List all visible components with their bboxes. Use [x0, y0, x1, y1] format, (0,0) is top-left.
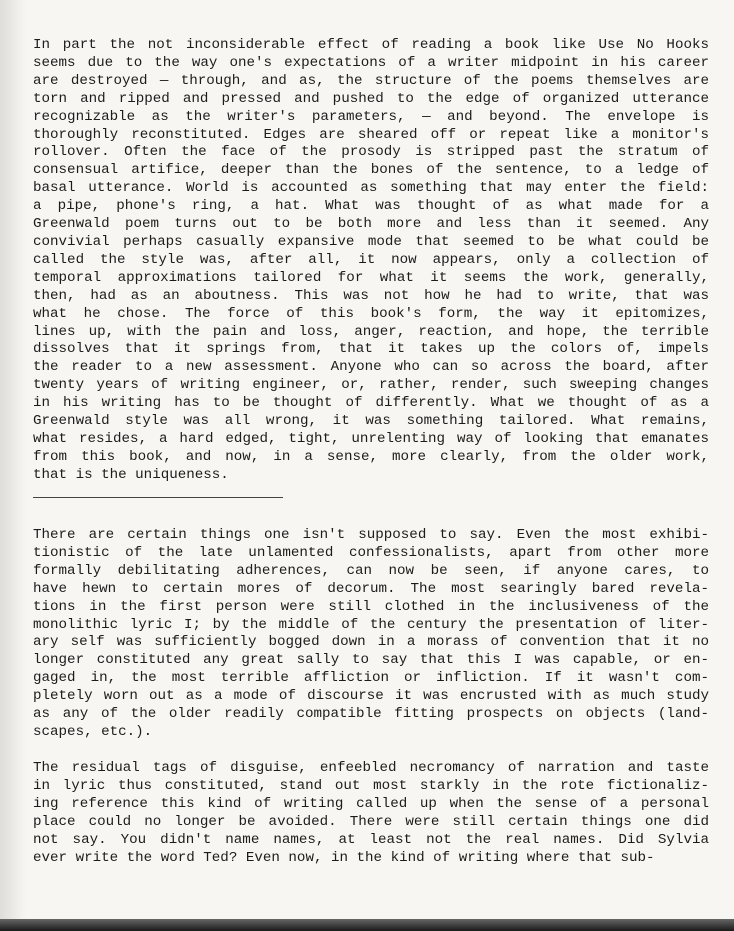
- text-line: rollover. Often the face of the prosody is stripped past the stratum of: [33, 144, 709, 161]
- paragraph-3: [33, 760, 709, 867]
- scan-bottom-edge: [0, 919, 734, 931]
- text-line: not say. You didn't name names, at least not the real names. Did Sylvia: [33, 831, 709, 848]
- text-line: consensual artifice, deeper than the bones of the sentence, to a ledge of: [33, 162, 709, 179]
- text-line: monolithic lyric I; by the middle of the century the presentation of liter-: [33, 616, 709, 633]
- text-line: then, had as an aboutness. This was not how he had to write, that was: [33, 287, 709, 304]
- text-line: In part the not inconsiderable effect of reading a book like Use No Hooks: [33, 37, 709, 53]
- text-line: ing reference this kind of writing called up when the sense of a personal: [33, 795, 709, 812]
- paragraph-2: [33, 527, 709, 742]
- text-line: torn and ripped and pressed and pushed to the edge of organized utterance: [33, 90, 709, 107]
- text-line: tionistic of the late unlamented confessionalists, apart from other more: [33, 544, 709, 561]
- text-line: what resides, a hard edged, tight, unrelenting way of looking that emanates: [33, 430, 709, 447]
- text-line: in his writing has to be thought of differently. What we thought of as a: [33, 395, 709, 412]
- text-line: seems due to the way one's expectations of a writer midpoint in his career: [33, 54, 709, 71]
- text-line: Greenwald style was all wrong, it was something tailored. What remains,: [33, 413, 709, 430]
- text-line: temporal approximations tailored for what it seems the work, generally,: [33, 269, 709, 286]
- text-line: gaged in, the most terrible affliction or infliction. If it wasn't com-: [33, 670, 709, 687]
- text-line: that is the uniqueness.: [33, 466, 229, 483]
- text-line: lines up, with the pain and loss, anger, reaction, and hope, the terrible: [33, 323, 709, 340]
- text-line: called the style was, after all, it now appears, only a collection of: [33, 251, 709, 268]
- text-line: in lyric thus constituted, stand out most starkly in the rote fictionaliz-: [33, 777, 709, 794]
- text-line: There are certain things one isn't supposed to say. Even the most exhibi-: [33, 527, 709, 543]
- text-line: place could no longer be avoided. There were still certain things one did: [33, 813, 709, 830]
- text-line: The residual tags of disguise, enfeebled necromancy of narration and taste: [33, 760, 709, 776]
- text-line: what he chose. The force of this book's form, the way it epitomizes,: [33, 305, 709, 322]
- text-line: scapes, etc.).: [33, 723, 153, 740]
- paragraph-1: [33, 37, 709, 485]
- text-line: convivial perhaps casually expansive mode that seemed to be what could be: [33, 233, 709, 250]
- text-line: longer constituted any great sally to say that this I was capable, or en-: [33, 652, 709, 669]
- text-line: as any of the older readily compatible fitting prospects on objects (land-: [33, 706, 709, 723]
- text-line: twenty years of writing engineer, or, rather, render, such sweeping changes: [33, 377, 709, 394]
- text-line: dissolves that it springs from, that it takes up the colors of, impels: [33, 341, 709, 358]
- text-line: pletely worn out as a mode of discourse it was encrusted with as much study: [33, 688, 709, 705]
- text-line: from this book, and now, in a sense, more clearly, from the older work,: [33, 448, 709, 465]
- scan-shadow: [0, 0, 26, 931]
- text-line: Greenwald poem turns out to be both more and less than it seemed. Any: [33, 216, 709, 233]
- text-line: thoroughly reconstituted. Edges are sheared off or repeat like a monitor's: [33, 126, 709, 143]
- text-line: the reader to a new assessment. Anyone who can so across the board, after: [33, 359, 709, 376]
- text-line: ever write the word Ted? Even now, in the kind of writing where that sub-: [33, 849, 655, 866]
- text-line: recognizable as the writer's parameters, — and beyond. The envelope is: [33, 108, 709, 125]
- text-line: tions in the first person were still clothed in the inclusiveness of the: [33, 598, 709, 615]
- text-line: formally debilitating adherences, can now be seen, if anyone cares, to: [33, 562, 709, 579]
- text-line: a pipe, phone's ring, a hat. What was thought of as what made for a: [33, 198, 709, 215]
- text-line: ary self was sufficiently bogged down in a morass of convention that it no: [33, 634, 709, 651]
- text-line: have hewn to certain mores of decorum. The most searingly bared revela-: [33, 580, 709, 597]
- text-line: basal utterance. World is accounted as something that may enter the field:: [33, 180, 709, 197]
- section-divider: [33, 497, 283, 498]
- text-line: are destroyed — through, and as, the structure of the poems themselves are: [33, 72, 709, 89]
